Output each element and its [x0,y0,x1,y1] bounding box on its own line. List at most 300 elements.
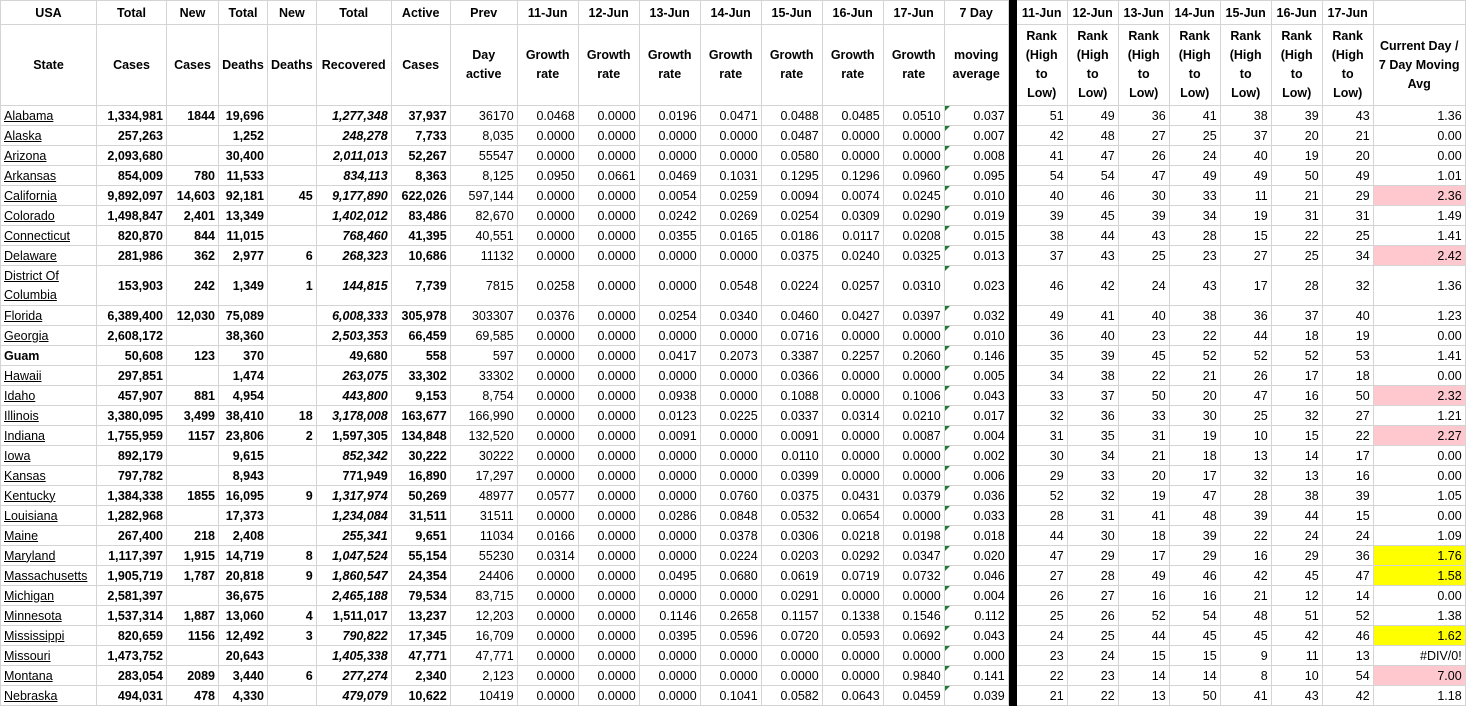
new-cases-cell[interactable] [167,586,219,606]
header-cell[interactable]: 16-Jun [1271,1,1322,25]
moving-average-cell[interactable]: 0.095 [944,166,1008,186]
state-name-cell[interactable]: Nebraska [1,686,97,706]
state-name-cell[interactable]: Maryland [1,546,97,566]
growth-rate-cell[interactable]: 0.0848 [700,506,761,526]
new-deaths-cell[interactable] [268,226,317,246]
rank-cell[interactable]: 46 [1067,186,1118,206]
recovered-cell[interactable]: 268,323 [316,246,391,266]
ratio-cell[interactable]: 1.09 [1373,526,1465,546]
active-cases-cell[interactable]: 33,302 [391,366,450,386]
growth-rate-cell[interactable]: 0.0000 [639,646,700,666]
rank-cell[interactable]: 40 [1322,306,1373,326]
rank-cell[interactable]: 33 [1067,466,1118,486]
moving-average-cell[interactable]: 0.141 [944,666,1008,686]
rank-cell[interactable]: 19 [1322,326,1373,346]
header-cell[interactable]: Active [391,1,450,25]
rank-cell[interactable]: 29 [1067,546,1118,566]
rank-cell[interactable]: 43 [1271,686,1322,706]
growth-rate-cell[interactable]: 0.0000 [700,466,761,486]
rank-cell[interactable]: 27 [1067,586,1118,606]
rank-cell[interactable]: 30 [1118,186,1169,206]
total-cases-cell[interactable]: 820,870 [97,226,167,246]
growth-rate-cell[interactable]: 0.0938 [639,386,700,406]
prev-day-active-cell[interactable]: 132,520 [450,426,517,446]
growth-rate-cell[interactable]: 0.0000 [822,666,883,686]
growth-rate-cell[interactable]: 0.0000 [639,486,700,506]
growth-rate-cell[interactable]: 0.0000 [639,326,700,346]
growth-rate-cell[interactable]: 0.0000 [822,366,883,386]
moving-average-cell[interactable]: 0.043 [944,626,1008,646]
growth-rate-cell[interactable]: 0.0488 [761,106,822,126]
recovered-cell[interactable]: 443,800 [316,386,391,406]
rank-cell[interactable]: 29 [1169,546,1220,566]
growth-rate-cell[interactable]: 0.0719 [822,566,883,586]
header-cell[interactable]: Total [219,1,268,25]
growth-rate-cell[interactable]: 0.0123 [639,406,700,426]
growth-rate-cell[interactable]: 0.0000 [578,246,639,266]
new-deaths-cell[interactable]: 1 [268,266,317,306]
moving-average-cell[interactable]: 0.018 [944,526,1008,546]
rank-cell[interactable]: 14 [1118,666,1169,686]
rank-cell[interactable]: 47 [1220,386,1271,406]
rank-cell[interactable]: 11 [1220,186,1271,206]
active-cases-cell[interactable]: 52,267 [391,146,450,166]
growth-rate-cell[interactable]: 0.0680 [700,566,761,586]
rank-cell[interactable]: 22 [1220,526,1271,546]
active-cases-cell[interactable]: 66,459 [391,326,450,346]
new-deaths-cell[interactable]: 8 [268,546,317,566]
growth-rate-cell[interactable]: 0.0186 [761,226,822,246]
rank-cell[interactable]: 27 [1220,246,1271,266]
growth-rate-cell[interactable]: 0.0000 [517,606,578,626]
new-cases-cell[interactable]: 218 [167,526,219,546]
total-deaths-cell[interactable]: 4,330 [219,686,268,706]
total-cases-cell[interactable]: 3,380,095 [97,406,167,426]
prev-day-active-cell[interactable]: 166,990 [450,406,517,426]
growth-rate-cell[interactable]: 0.0000 [700,426,761,446]
moving-average-cell[interactable]: 0.015 [944,226,1008,246]
growth-rate-cell[interactable]: 0.0091 [639,426,700,446]
rank-cell[interactable]: 43 [1067,246,1118,266]
total-cases-cell[interactable]: 797,782 [97,466,167,486]
new-cases-cell[interactable] [167,126,219,146]
header-cell[interactable] [1008,25,1016,106]
rank-cell[interactable]: 25 [1169,126,1220,146]
rank-cell[interactable]: 48 [1067,126,1118,146]
total-cases-cell[interactable]: 267,400 [97,526,167,546]
growth-rate-cell[interactable]: 0.0000 [578,686,639,706]
rank-cell[interactable]: 30 [1067,526,1118,546]
ratio-cell[interactable]: 1.49 [1373,206,1465,226]
growth-rate-cell[interactable]: 0.0582 [761,686,822,706]
total-deaths-cell[interactable]: 14,719 [219,546,268,566]
total-deaths-cell[interactable]: 38,360 [219,326,268,346]
new-cases-cell[interactable] [167,506,219,526]
growth-rate-cell[interactable]: 0.0000 [639,126,700,146]
growth-rate-cell[interactable]: 0.0000 [578,606,639,626]
ratio-cell[interactable]: 2.27 [1373,426,1465,446]
recovered-cell[interactable]: 263,075 [316,366,391,386]
moving-average-cell[interactable]: 0.002 [944,446,1008,466]
ratio-cell[interactable]: 1.41 [1373,226,1465,246]
header-cell[interactable]: Rank (High to Low) [1322,25,1373,106]
rank-cell[interactable]: 45 [1118,346,1169,366]
growth-rate-cell[interactable]: 0.0000 [822,446,883,466]
new-cases-cell[interactable]: 1156 [167,626,219,646]
rank-cell[interactable]: 26 [1220,366,1271,386]
header-cell[interactable]: State [1,25,97,106]
total-deaths-cell[interactable]: 1,252 [219,126,268,146]
prev-day-active-cell[interactable]: 8,754 [450,386,517,406]
rank-cell[interactable]: 19 [1169,426,1220,446]
growth-rate-cell[interactable]: 0.0000 [578,386,639,406]
growth-rate-cell[interactable]: 0.0000 [517,566,578,586]
total-deaths-cell[interactable]: 12,492 [219,626,268,646]
growth-rate-cell[interactable]: 0.9840 [883,666,944,686]
rank-cell[interactable]: 22 [1169,326,1220,346]
ratio-cell[interactable]: 1.36 [1373,266,1465,306]
rank-cell[interactable]: 49 [1118,566,1169,586]
growth-rate-cell[interactable]: 0.0000 [517,406,578,426]
recovered-cell[interactable]: 2,465,188 [316,586,391,606]
rank-cell[interactable]: 16 [1322,466,1373,486]
rank-cell[interactable]: 52 [1169,346,1220,366]
new-deaths-cell[interactable]: 9 [268,566,317,586]
rank-cell[interactable]: 39 [1322,486,1373,506]
total-cases-cell[interactable]: 820,659 [97,626,167,646]
growth-rate-cell[interactable]: 0.0000 [517,466,578,486]
growth-rate-cell[interactable]: 0.0548 [700,266,761,306]
header-cell[interactable]: New [268,1,317,25]
header-cell[interactable]: Growth rate [578,25,639,106]
growth-rate-cell[interactable]: 0.0000 [578,486,639,506]
state-name-cell[interactable]: Idaho [1,386,97,406]
growth-rate-cell[interactable]: 0.0000 [700,366,761,386]
header-cell[interactable]: Growth rate [761,25,822,106]
recovered-cell[interactable]: 1,317,974 [316,486,391,506]
state-name-cell[interactable]: Florida [1,306,97,326]
growth-rate-cell[interactable]: 0.0000 [700,326,761,346]
growth-rate-cell[interactable]: 0.0000 [578,306,639,326]
growth-rate-cell[interactable]: 0.0376 [517,306,578,326]
moving-average-cell[interactable]: 0.000 [944,646,1008,666]
prev-day-active-cell[interactable]: 24406 [450,566,517,586]
growth-rate-cell[interactable]: 0.2073 [700,346,761,366]
growth-rate-cell[interactable]: 0.0000 [639,466,700,486]
growth-rate-cell[interactable]: 0.0218 [822,526,883,546]
header-cell[interactable]: New [167,1,219,25]
growth-rate-cell[interactable]: 0.0000 [517,386,578,406]
recovered-cell[interactable]: 49,680 [316,346,391,366]
rank-cell[interactable]: 29 [1271,546,1322,566]
state-name-cell[interactable]: Delaware [1,246,97,266]
header-cell[interactable]: Rank (High to Low) [1118,25,1169,106]
growth-rate-cell[interactable]: 0.0000 [517,146,578,166]
header-cell[interactable]: Growth rate [700,25,761,106]
rank-cell[interactable]: 42 [1271,626,1322,646]
header-cell[interactable]: Recovered [316,25,391,106]
state-name-cell[interactable]: Michigan [1,586,97,606]
active-cases-cell[interactable]: 163,677 [391,406,450,426]
header-cell[interactable] [1008,1,1016,25]
growth-rate-cell[interactable]: 0.0000 [578,646,639,666]
growth-rate-cell[interactable]: 0.0224 [700,546,761,566]
prev-day-active-cell[interactable]: 2,123 [450,666,517,686]
active-cases-cell[interactable]: 41,395 [391,226,450,246]
rank-cell[interactable]: 34 [1169,206,1220,226]
moving-average-cell[interactable]: 0.008 [944,146,1008,166]
growth-rate-cell[interactable]: 0.0000 [639,666,700,686]
rank-cell[interactable]: 37 [1220,126,1271,146]
growth-rate-cell[interactable]: 0.1546 [883,606,944,626]
rank-cell[interactable]: 33 [1016,386,1067,406]
total-cases-cell[interactable]: 1,755,959 [97,426,167,446]
rank-cell[interactable]: 26 [1016,586,1067,606]
prev-day-active-cell[interactable]: 597 [450,346,517,366]
state-name-cell[interactable]: Hawaii [1,366,97,386]
ratio-cell[interactable]: 1.21 [1373,406,1465,426]
prev-day-active-cell[interactable]: 83,715 [450,586,517,606]
rank-cell[interactable]: 25 [1271,246,1322,266]
growth-rate-cell[interactable]: 0.0000 [517,686,578,706]
growth-rate-cell[interactable]: 0.0210 [883,406,944,426]
growth-rate-cell[interactable]: 0.1338 [822,606,883,626]
new-deaths-cell[interactable] [268,206,317,226]
rank-cell[interactable]: 42 [1220,566,1271,586]
growth-rate-cell[interactable]: 0.0596 [700,626,761,646]
new-deaths-cell[interactable] [268,366,317,386]
rank-cell[interactable]: 15 [1322,506,1373,526]
growth-rate-cell[interactable]: 0.0000 [700,666,761,686]
rank-cell[interactable]: 36 [1118,106,1169,126]
active-cases-cell[interactable]: 9,153 [391,386,450,406]
rank-cell[interactable]: 36 [1016,326,1067,346]
header-cell[interactable]: Rank (High to Low) [1169,25,1220,106]
growth-rate-cell[interactable]: 0.0000 [639,366,700,386]
growth-rate-cell[interactable]: 0.0000 [578,186,639,206]
header-cell[interactable]: 17-Jun [883,1,944,25]
rank-cell[interactable]: 21 [1322,126,1373,146]
growth-rate-cell[interactable]: 0.0000 [517,586,578,606]
new-cases-cell[interactable]: 1157 [167,426,219,446]
growth-rate-cell[interactable]: 0.0225 [700,406,761,426]
rank-cell[interactable]: 45 [1067,206,1118,226]
rank-cell[interactable]: 20 [1322,146,1373,166]
growth-rate-cell[interactable]: 0.0397 [883,306,944,326]
ratio-cell[interactable]: 1.01 [1373,166,1465,186]
growth-rate-cell[interactable]: 0.0000 [883,326,944,346]
state-name-cell[interactable]: Minnesota [1,606,97,626]
ratio-cell[interactable]: 1.38 [1373,606,1465,626]
new-deaths-cell[interactable] [268,326,317,346]
growth-rate-cell[interactable]: 0.0485 [822,106,883,126]
rank-cell[interactable]: 17 [1271,366,1322,386]
rank-cell[interactable]: 47 [1118,166,1169,186]
new-cases-cell[interactable]: 12,030 [167,306,219,326]
total-deaths-cell[interactable]: 38,410 [219,406,268,426]
prev-day-active-cell[interactable]: 33302 [450,366,517,386]
new-cases-cell[interactable]: 1,887 [167,606,219,626]
rank-cell[interactable]: 33 [1169,186,1220,206]
rank-cell[interactable]: 27 [1016,566,1067,586]
rank-cell[interactable]: 42 [1016,126,1067,146]
moving-average-cell[interactable]: 0.020 [944,546,1008,566]
rank-cell[interactable]: 25 [1220,406,1271,426]
growth-rate-cell[interactable]: 0.0661 [578,166,639,186]
ratio-cell[interactable]: #DIV/0! [1373,646,1465,666]
rank-cell[interactable]: 18 [1169,446,1220,466]
rank-cell[interactable]: 15 [1169,646,1220,666]
rank-cell[interactable]: 44 [1118,626,1169,646]
rank-cell[interactable]: 19 [1118,486,1169,506]
header-cell[interactable]: 15-Jun [1220,1,1271,25]
header-cell[interactable]: 14-Jun [1169,1,1220,25]
growth-rate-cell[interactable]: 0.0000 [761,666,822,686]
growth-rate-cell[interactable]: 0.0242 [639,206,700,226]
header-cell[interactable]: Current Day / 7 Day Moving Avg [1373,25,1465,106]
rank-cell[interactable]: 9 [1220,646,1271,666]
new-deaths-cell[interactable] [268,526,317,546]
growth-rate-cell[interactable]: 0.0110 [761,446,822,466]
header-cell[interactable]: moving average [944,25,1008,106]
growth-rate-cell[interactable]: 0.0000 [761,646,822,666]
rank-cell[interactable]: 44 [1271,506,1322,526]
growth-rate-cell[interactable]: 0.0000 [517,666,578,686]
recovered-cell[interactable]: 1,234,084 [316,506,391,526]
prev-day-active-cell[interactable]: 8,125 [450,166,517,186]
growth-rate-cell[interactable]: 0.0087 [883,426,944,446]
total-deaths-cell[interactable]: 3,440 [219,666,268,686]
total-deaths-cell[interactable]: 1,474 [219,366,268,386]
growth-rate-cell[interactable]: 0.0165 [700,226,761,246]
total-deaths-cell[interactable]: 23,806 [219,426,268,446]
rank-cell[interactable]: 33 [1118,406,1169,426]
total-cases-cell[interactable]: 2,093,680 [97,146,167,166]
new-deaths-cell[interactable] [268,126,317,146]
prev-day-active-cell[interactable]: 55547 [450,146,517,166]
growth-rate-cell[interactable]: 0.0000 [700,246,761,266]
state-name-cell[interactable]: Indiana [1,426,97,446]
prev-day-active-cell[interactable]: 597,144 [450,186,517,206]
rank-cell[interactable]: 28 [1067,566,1118,586]
total-deaths-cell[interactable]: 13,060 [219,606,268,626]
rank-cell[interactable]: 38 [1220,106,1271,126]
ratio-cell[interactable]: 0.00 [1373,586,1465,606]
rank-cell[interactable]: 43 [1322,106,1373,126]
growth-rate-cell[interactable]: 0.0593 [822,626,883,646]
header-cell[interactable]: Rank (High to Low) [1271,25,1322,106]
recovered-cell[interactable]: 1,047,524 [316,546,391,566]
rank-cell[interactable]: 40 [1067,326,1118,346]
growth-rate-cell[interactable]: 0.0510 [883,106,944,126]
rank-cell[interactable]: 15 [1118,646,1169,666]
growth-rate-cell[interactable]: 0.0000 [578,666,639,686]
growth-rate-cell[interactable]: 0.0000 [517,226,578,246]
growth-rate-cell[interactable]: 0.0000 [517,366,578,386]
growth-rate-cell[interactable]: 0.0000 [578,226,639,246]
rank-cell[interactable]: 36 [1067,406,1118,426]
growth-rate-cell[interactable]: 0.0580 [761,146,822,166]
growth-rate-cell[interactable]: 0.0760 [700,486,761,506]
growth-rate-cell[interactable]: 0.0577 [517,486,578,506]
recovered-cell[interactable]: 1,860,547 [316,566,391,586]
new-deaths-cell[interactable] [268,146,317,166]
growth-rate-cell[interactable]: 0.0000 [517,246,578,266]
total-deaths-cell[interactable]: 1,349 [219,266,268,306]
rank-cell[interactable]: 8 [1220,666,1271,686]
rank-cell[interactable]: 29 [1016,466,1067,486]
growth-rate-cell[interactable]: 0.0074 [822,186,883,206]
active-cases-cell[interactable]: 9,651 [391,526,450,546]
moving-average-cell[interactable]: 0.005 [944,366,1008,386]
header-cell[interactable]: Cases [97,25,167,106]
rank-cell[interactable]: 24 [1016,626,1067,646]
ratio-cell[interactable]: 2.36 [1373,186,1465,206]
growth-rate-cell[interactable]: 0.0469 [639,166,700,186]
ratio-cell[interactable]: 2.42 [1373,246,1465,266]
header-cell[interactable]: 13-Jun [639,1,700,25]
total-deaths-cell[interactable]: 16,095 [219,486,268,506]
growth-rate-cell[interactable]: 0.0000 [883,146,944,166]
growth-rate-cell[interactable]: 0.0000 [578,586,639,606]
rank-cell[interactable]: 47 [1322,566,1373,586]
growth-rate-cell[interactable]: 0.1146 [639,606,700,626]
moving-average-cell[interactable]: 0.036 [944,486,1008,506]
new-cases-cell[interactable]: 14,603 [167,186,219,206]
rank-cell[interactable]: 43 [1118,226,1169,246]
moving-average-cell[interactable]: 0.033 [944,506,1008,526]
rank-cell[interactable]: 39 [1220,506,1271,526]
rank-cell[interactable]: 22 [1067,686,1118,706]
total-deaths-cell[interactable]: 2,977 [219,246,268,266]
growth-rate-cell[interactable]: 0.1031 [700,166,761,186]
recovered-cell[interactable]: 3,178,008 [316,406,391,426]
growth-rate-cell[interactable]: 0.0306 [761,526,822,546]
rank-cell[interactable]: 28 [1220,486,1271,506]
growth-rate-cell[interactable]: 0.1295 [761,166,822,186]
new-cases-cell[interactable] [167,446,219,466]
rank-cell[interactable]: 49 [1067,106,1118,126]
state-name-cell[interactable]: Arizona [1,146,97,166]
new-cases-cell[interactable]: 123 [167,346,219,366]
new-deaths-cell[interactable]: 45 [268,186,317,206]
growth-rate-cell[interactable]: 0.0000 [883,126,944,146]
rank-cell[interactable]: 17 [1220,266,1271,306]
rank-cell[interactable]: 25 [1067,626,1118,646]
state-name-cell[interactable]: Connecticut [1,226,97,246]
new-deaths-cell[interactable]: 6 [268,246,317,266]
prev-day-active-cell[interactable]: 10419 [450,686,517,706]
growth-rate-cell[interactable]: 0.0000 [578,526,639,546]
rank-cell[interactable]: 27 [1322,406,1373,426]
new-cases-cell[interactable] [167,466,219,486]
rank-cell[interactable]: 19 [1220,206,1271,226]
rank-cell[interactable]: 38 [1271,486,1322,506]
rank-cell[interactable]: 39 [1271,106,1322,126]
growth-rate-cell[interactable]: 0.0000 [517,206,578,226]
rank-cell[interactable]: 15 [1220,226,1271,246]
header-cell[interactable]: Rank (High to Low) [1016,25,1067,106]
growth-rate-cell[interactable]: 0.0000 [578,366,639,386]
growth-rate-cell[interactable]: 0.0000 [517,426,578,446]
header-cell[interactable]: 17-Jun [1322,1,1373,25]
prev-day-active-cell[interactable]: 40,551 [450,226,517,246]
growth-rate-cell[interactable]: 0.0000 [639,546,700,566]
total-deaths-cell[interactable]: 9,615 [219,446,268,466]
new-cases-cell[interactable]: 1,787 [167,566,219,586]
rank-cell[interactable]: 50 [1169,686,1220,706]
rank-cell[interactable]: 52 [1322,606,1373,626]
